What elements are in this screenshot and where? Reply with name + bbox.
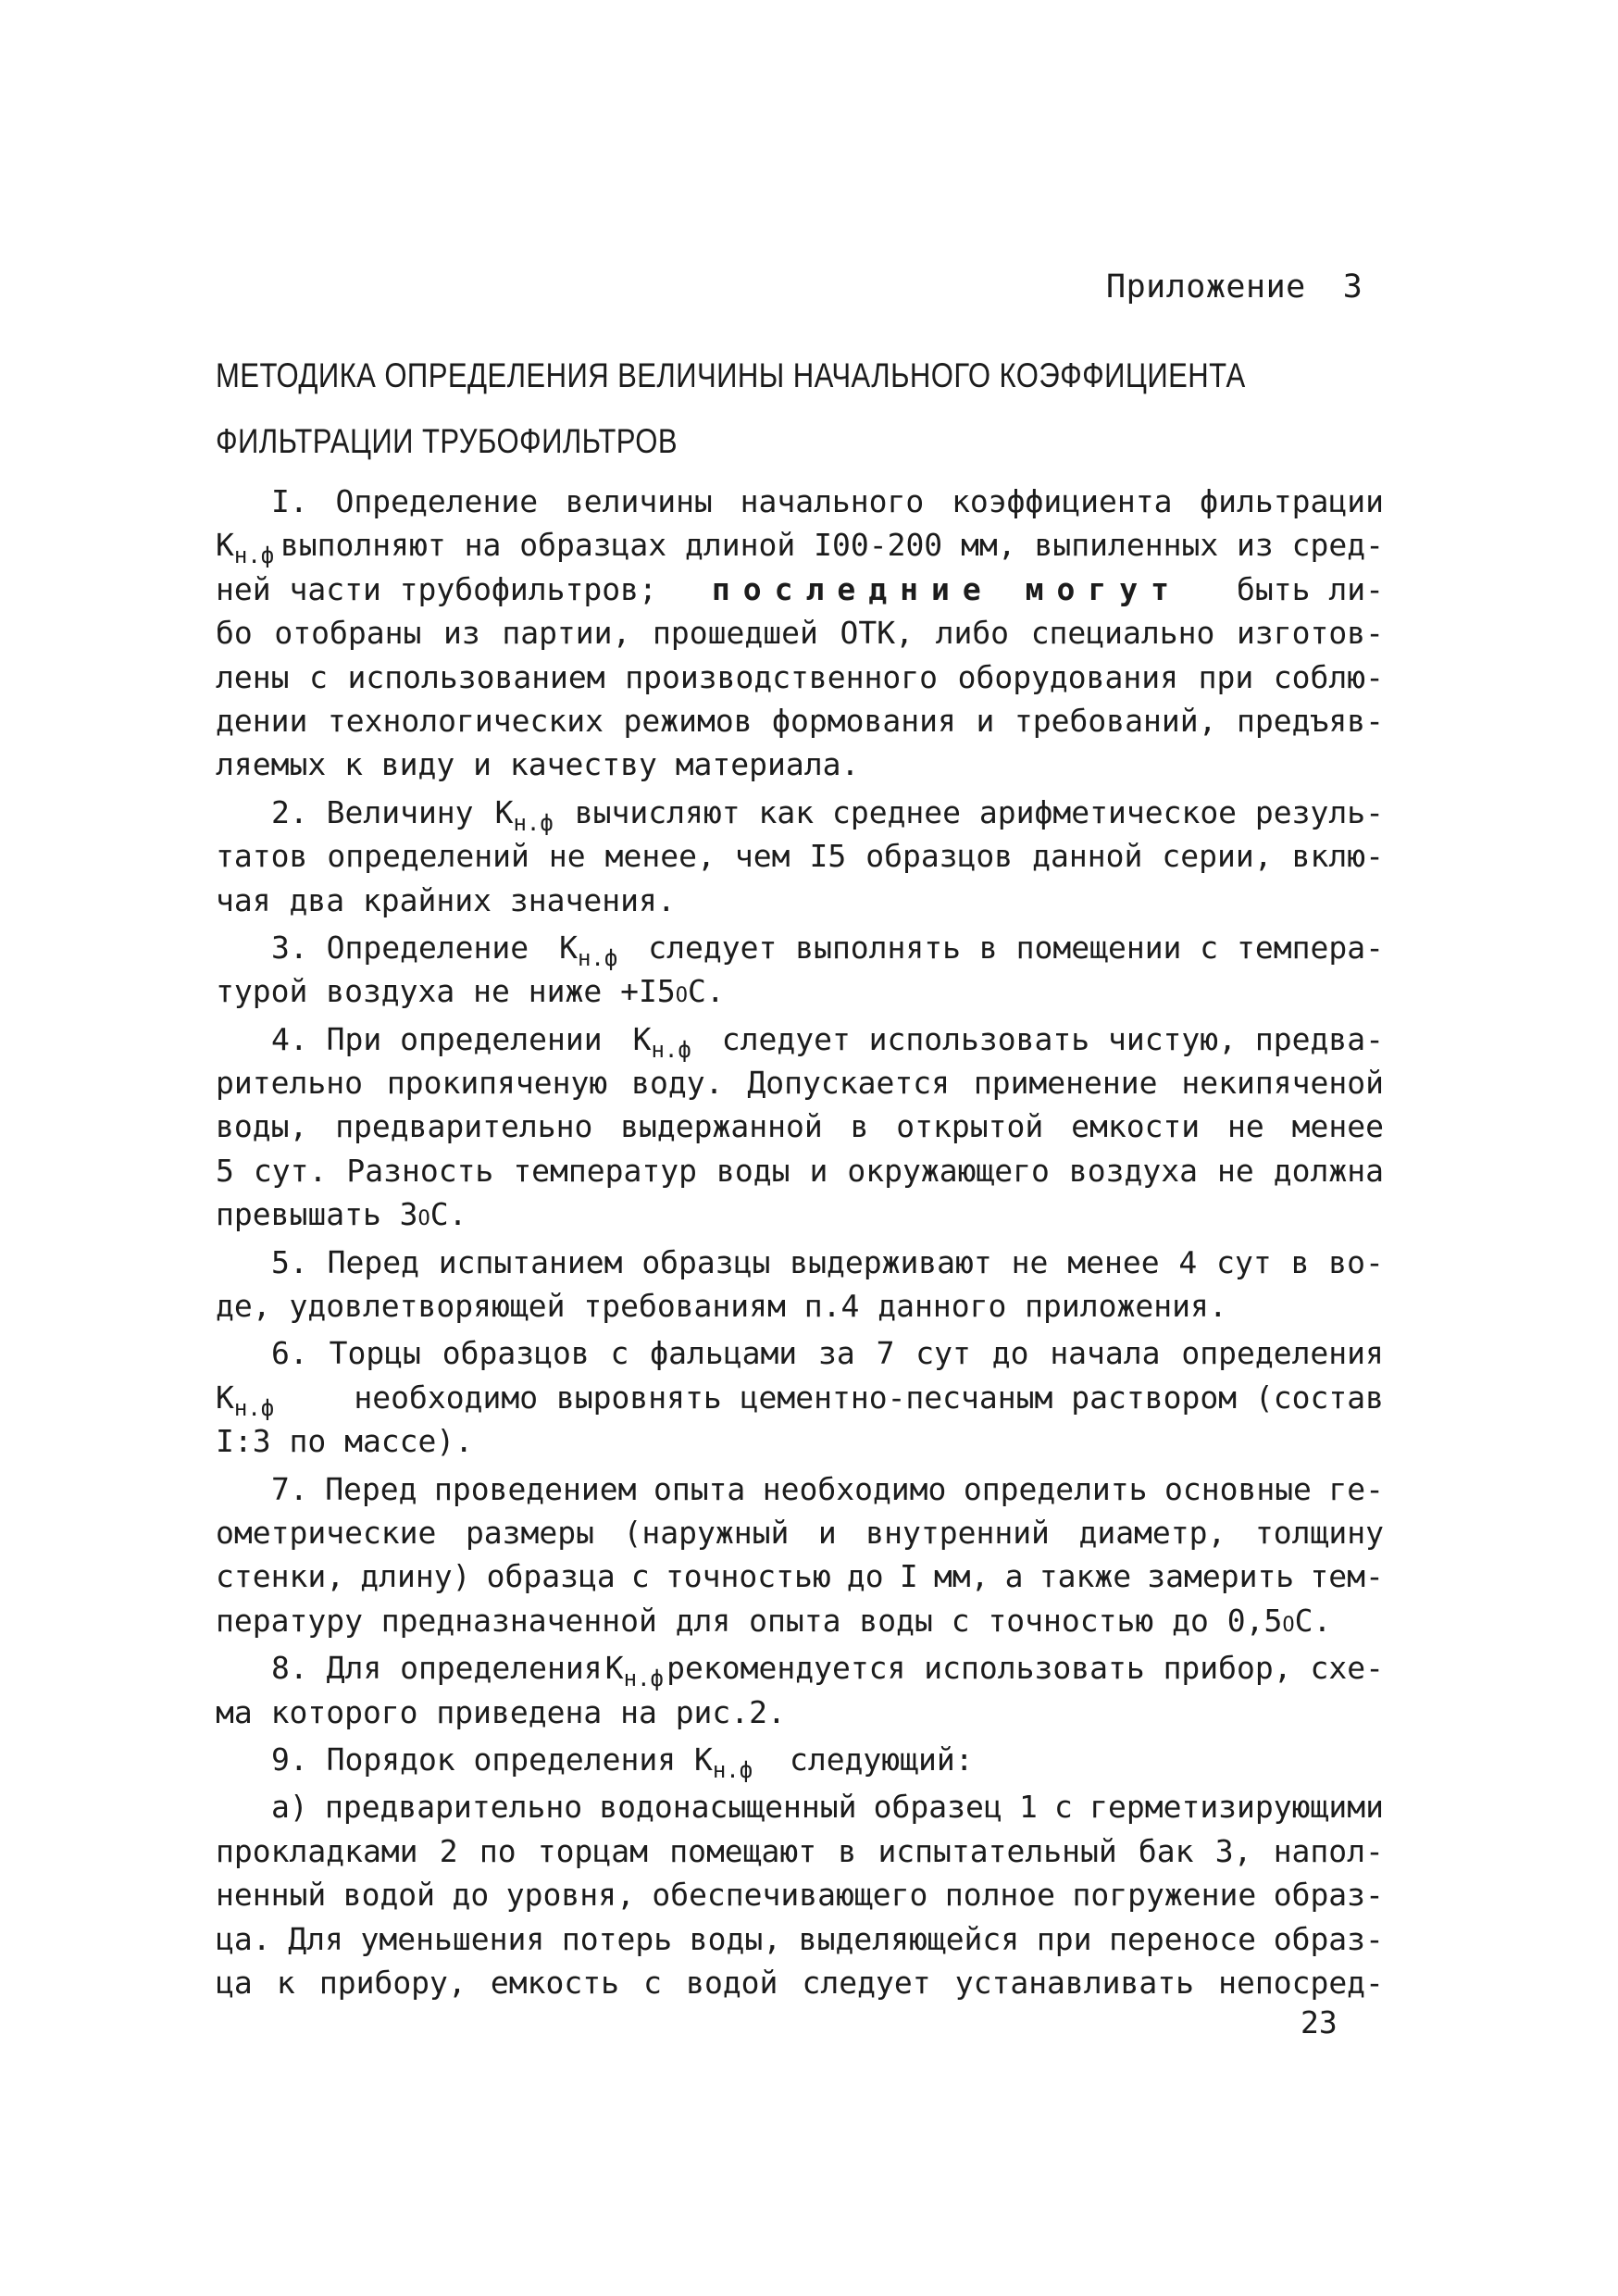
text-line: воды, предварительно выдержанной в открытой емкости не менее xyxy=(216,1108,1384,1145)
text-line: татов определений не менее, чем I5 образцов данной серии, вклю- xyxy=(216,838,1384,875)
paragraph-4 xyxy=(216,1017,1384,1237)
text-line: ней части трубофильтров; последние могут быть ли- xyxy=(216,568,1384,611)
symbol-k-nf: $К_{н.ф}$ xyxy=(494,793,554,836)
paragraph-9 xyxy=(216,1738,1384,1781)
text-line: ометрические размеры (наружный и внутренний диаметр, толщину xyxy=(216,1514,1384,1551)
text-line: $К_{н.ф}$ выполняют на образцах длиной I00-200 мм, выпиленных из сред- xyxy=(216,523,1384,567)
text-line: ляемых к виду и качеству материала. xyxy=(216,746,860,783)
document-title xyxy=(216,343,1246,474)
paragraph-7 xyxy=(216,1467,1384,1643)
text-line: бо отобраны из партии, прошедшей ОТК, либо специально изготов- xyxy=(216,615,1384,652)
text-line: 6. Торцы образцов с фальцами за 7 сут до начала определения xyxy=(271,1335,1384,1372)
paragraph-2 xyxy=(216,791,1384,922)
text-line: чая два крайних значения. xyxy=(216,881,676,918)
paragraph-8 xyxy=(216,1646,1384,1734)
text-line: 5. Перед испытанием образцы выдерживают не менее 4 сут в во- xyxy=(271,1243,1384,1280)
text-line: ца. Для уменьшения потерь воды, выделяющейся при переносе образ- xyxy=(216,1920,1384,1957)
text-line: 5 сут. Разность температур воды и окружающего воздуха не должна xyxy=(216,1152,1384,1189)
text-line: турой воздуха не ниже +I5 О С. xyxy=(216,973,725,1010)
text-line: де, удовлетворяющей требованиям п.4 данного приложения. xyxy=(216,1288,1227,1325)
text-line: 7. Перед проведением опыта необходимо определить основные ге- xyxy=(271,1470,1384,1507)
spaced-emphasis: последние могут xyxy=(711,570,1182,607)
text-line: 2. Величину $К_{н.ф}$ вычисляют как среднее арифметическое резуль- xyxy=(216,791,1384,834)
appendix-label xyxy=(1106,268,1363,306)
text-line: дении технологических режимов формования и требований, предъяв- xyxy=(216,702,1384,739)
text-line: рительно прокипяченую воду. Допускается применение некипяченой xyxy=(216,1065,1384,1102)
symbol-k-nf: $К_{н.ф}$ xyxy=(632,1020,691,1063)
document-body xyxy=(216,480,1384,2004)
appendix-word: Приложение xyxy=(1106,268,1306,306)
page-number: 23 xyxy=(1301,2004,1338,2040)
text-line: стенки, длину) образца с точностью до I мм, а также замерить тем- xyxy=(216,1558,1384,1595)
appendix-number: 3 xyxy=(1342,268,1363,306)
text-line: 4. При определении $К_{н.ф}$ следует использовать чистую, предва- xyxy=(216,1017,1384,1061)
symbol-k-nf: $К_{н.ф}$ xyxy=(216,1379,275,1421)
text-line: I. Определение величины начального коэффициента фильтрации xyxy=(271,483,1384,519)
paragraph-6 xyxy=(216,1331,1384,1463)
text-line: а) предварительно водонасыщенный образец 1 с герметизирующими xyxy=(271,1789,1384,1826)
text-line: прокладками 2 по торцам помещают в испытательный бак 3, напол- xyxy=(216,1832,1384,1869)
symbol-k-nf: $К_{н.ф}$ xyxy=(693,1741,753,1783)
text-line: ненный водой до уровня, обеспечивающего полное погружение образ- xyxy=(216,1877,1384,1914)
title-line-2: ФИЛЬТРАЦИИ ТРУБОФИЛЬТРОВ xyxy=(216,422,678,460)
text-line: ца к прибору, емкость с водой следует устанавливать непосред- xyxy=(216,1964,1384,2001)
paragraph-3 xyxy=(216,926,1384,1014)
paragraph-1 xyxy=(216,480,1384,787)
symbol-k-nf: $К_{н.ф}$ xyxy=(559,929,618,971)
text-line: 3. Определение $К_{н.ф}$ следует выполнять в помещении с темпера- xyxy=(216,926,1384,969)
symbol-k-nf: $К_{н.ф}$ xyxy=(604,1650,664,1692)
text-line: лены с использованием производственного оборудования при соблю- xyxy=(216,658,1384,695)
text-line: пературу предназначенной для опыта воды с точностью до 0,5 О С. xyxy=(216,1602,1332,1639)
text-line: $К_{н.ф}$ необходимо выровнять цементно-песчаным раствором (состав xyxy=(216,1376,1384,1419)
paragraph-9a xyxy=(216,1785,1384,2004)
symbol-k-nf: $К_{н.ф}$ xyxy=(216,527,275,569)
paragraph-5 xyxy=(216,1241,1384,1329)
text-line: 8. Для определения $К_{н.ф}$ рекомендуется использовать прибор, схе- xyxy=(216,1646,1384,1690)
text-line: I:3 по массе). xyxy=(216,1423,474,1460)
title-line-1: МЕТОДИКА ОПРЕДЕЛЕНИЯ ВЕЛИЧИНЫ НАЧАЛЬНОГО КОЭФФИЦИЕНТА xyxy=(216,356,1246,394)
text-line: 9. Порядок определения $К_{н.ф}$ следующий: xyxy=(216,1738,1384,1781)
text-line: превышать 3 О С. xyxy=(216,1196,467,1233)
text-line: ма которого приведена на рис.2. xyxy=(216,1693,786,1730)
